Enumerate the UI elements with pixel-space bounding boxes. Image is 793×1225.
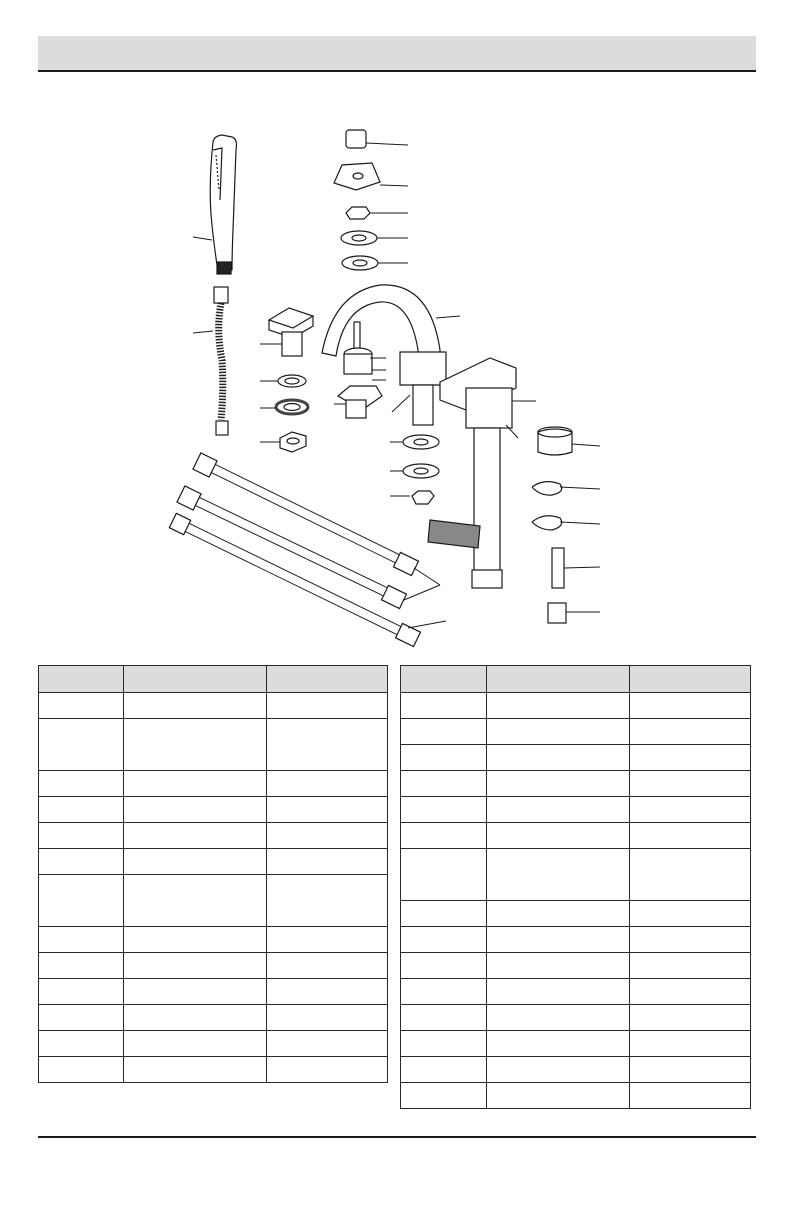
- cell: [401, 849, 487, 901]
- cell: [401, 953, 487, 979]
- cell: [487, 693, 630, 719]
- cell: [630, 745, 751, 771]
- header-cell: [124, 666, 267, 693]
- diverter-assembly-icon: [269, 308, 313, 452]
- cell: [124, 719, 267, 771]
- handle-parts-icon: [334, 130, 380, 270]
- cell: [267, 953, 388, 979]
- cell: [401, 979, 487, 1005]
- cell: [124, 823, 267, 849]
- table-row: [401, 1031, 751, 1057]
- cell: [487, 849, 630, 901]
- cell: [401, 1057, 487, 1083]
- cell: [401, 693, 487, 719]
- header-cell: [630, 666, 751, 693]
- cell: [630, 953, 751, 979]
- table-row: [39, 771, 388, 797]
- cell: [487, 953, 630, 979]
- cell: [487, 719, 630, 745]
- header-cell: [39, 666, 124, 693]
- cell: [124, 875, 267, 927]
- cell: [401, 797, 487, 823]
- cell: [630, 693, 751, 719]
- cell: [124, 693, 267, 719]
- table-row: [39, 719, 388, 771]
- table-row: [401, 1005, 751, 1031]
- table-row: [401, 1083, 751, 1109]
- faucet-handle-icon: [428, 358, 516, 588]
- cell: [124, 1005, 267, 1031]
- cell: [401, 1083, 487, 1109]
- table-row: [401, 849, 751, 901]
- table-row: [39, 797, 388, 823]
- cell: [267, 1031, 388, 1057]
- cell: [487, 1083, 630, 1109]
- cell: [630, 771, 751, 797]
- cell: [39, 719, 124, 771]
- cell: [267, 823, 388, 849]
- cell: [401, 1031, 487, 1057]
- cell: [39, 823, 124, 849]
- cell: [39, 771, 124, 797]
- table-row: [39, 953, 388, 979]
- cell: [487, 1057, 630, 1083]
- cell: [267, 979, 388, 1005]
- cell: [630, 1005, 751, 1031]
- cell: [630, 1031, 751, 1057]
- cell: [124, 1031, 267, 1057]
- cell: [401, 719, 487, 745]
- cell: [39, 927, 124, 953]
- cell: [630, 1083, 751, 1109]
- table-row: [39, 1005, 388, 1031]
- cell: [630, 719, 751, 745]
- cell: [487, 927, 630, 953]
- table-header-row: [39, 666, 388, 693]
- table-row: [39, 1057, 388, 1083]
- cell: [39, 953, 124, 979]
- cell: [401, 1005, 487, 1031]
- table-row: [401, 771, 751, 797]
- footer-rule: [38, 1136, 756, 1138]
- cell: [39, 1031, 124, 1057]
- cell: [124, 797, 267, 823]
- table-row: [39, 693, 388, 719]
- table-row: [39, 927, 388, 953]
- cell: [401, 927, 487, 953]
- cell: [124, 979, 267, 1005]
- cell: [39, 849, 124, 875]
- cell: [487, 1031, 630, 1057]
- cell: [39, 693, 124, 719]
- supply-hoses-icon: [169, 453, 420, 647]
- cell: [487, 1005, 630, 1031]
- header-cell: [267, 666, 388, 693]
- table-row: [39, 823, 388, 849]
- table-row: [39, 979, 388, 1005]
- cell: [124, 927, 267, 953]
- table-row: [39, 1031, 388, 1057]
- cell: [267, 719, 388, 771]
- cell: [487, 823, 630, 849]
- table-row: [401, 693, 751, 719]
- cell: [630, 901, 751, 927]
- right-parts-icon: [532, 427, 572, 623]
- cell: [401, 901, 487, 927]
- cell: [124, 953, 267, 979]
- cell: [39, 1057, 124, 1083]
- cell: [39, 1005, 124, 1031]
- center-washers-icon: [403, 435, 439, 504]
- parts-table-right: [400, 665, 751, 1109]
- table-row: [401, 979, 751, 1005]
- table-row: [401, 901, 751, 927]
- cell: [267, 693, 388, 719]
- cell: [267, 1057, 388, 1083]
- shower-hose-icon: [214, 287, 228, 435]
- table-row: [39, 849, 388, 875]
- hand-shower-icon: [210, 135, 236, 274]
- header-cell: [487, 666, 630, 693]
- parts-table-left: [38, 665, 388, 1083]
- cell: [401, 771, 487, 797]
- header-cell: [401, 666, 487, 693]
- cell: [401, 745, 487, 771]
- cell: [630, 927, 751, 953]
- cell: [630, 797, 751, 823]
- cell: [267, 771, 388, 797]
- cell: [267, 875, 388, 927]
- table-row: [401, 953, 751, 979]
- cell: [124, 1057, 267, 1083]
- cell: [39, 797, 124, 823]
- table-row: [401, 797, 751, 823]
- cell: [630, 823, 751, 849]
- cell: [487, 771, 630, 797]
- cell: [487, 745, 630, 771]
- cell: [267, 927, 388, 953]
- cell: [630, 1057, 751, 1083]
- cell: [487, 797, 630, 823]
- cell: [630, 979, 751, 1005]
- table-row: [401, 719, 751, 745]
- cell: [401, 823, 487, 849]
- cell: [267, 849, 388, 875]
- table-row: [39, 875, 388, 927]
- cell: [487, 979, 630, 1005]
- table-row: [401, 823, 751, 849]
- cell: [39, 875, 124, 927]
- table-row: [401, 1057, 751, 1083]
- cell: [124, 849, 267, 875]
- table-row: [401, 745, 751, 771]
- cell: [267, 797, 388, 823]
- cell: [487, 901, 630, 927]
- table-header-row: [401, 666, 751, 693]
- cell: [124, 771, 267, 797]
- cell: [39, 979, 124, 1005]
- cell: [267, 1005, 388, 1031]
- table-row: [401, 927, 751, 953]
- cell: [630, 849, 751, 901]
